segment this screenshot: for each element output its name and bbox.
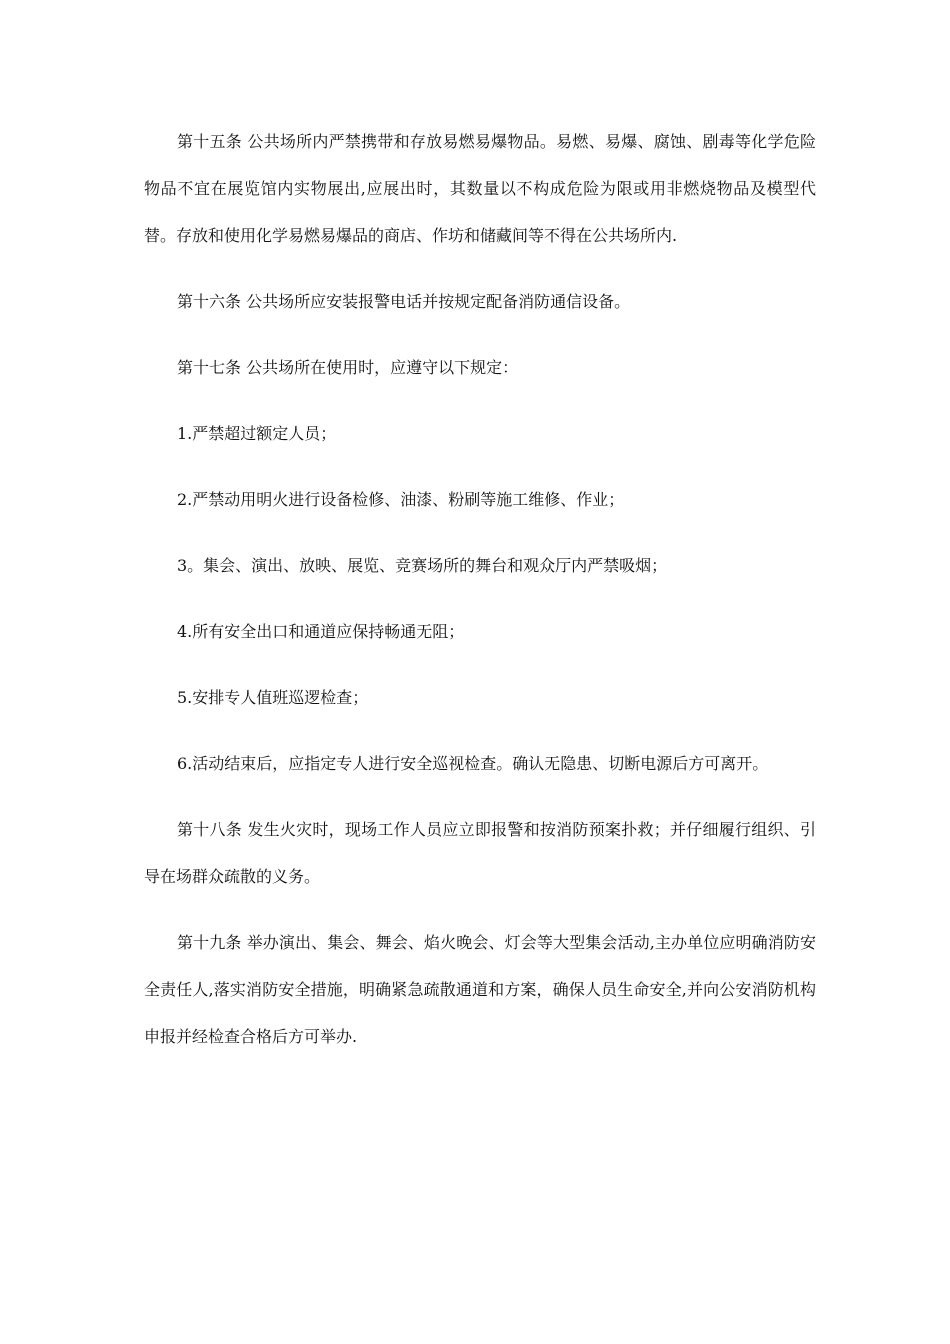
article-16-paragraph: 第十六条 公共场所应安装报警电话并按规定配备消防通信设备。	[177, 292, 631, 311]
rule-item-6: 6.活动结束后，应指定专人进行安全巡视检查。确认无隐患、切断电源后方可离开。	[177, 754, 769, 773]
article-19-paragraph: 第十九条 举办演出、集会、舞会、焰火晚会、灯会等大型集会活动,主办单位应明确消防安全责任人,落实消防安全措施，明确紧急疏散通道和方案，确保人员生命安全,并向公安消防机构申报并经检查合格后方可举办.	[144, 933, 816, 1046]
article-18-paragraph: 第十八条 发生火灾时，现场工作人员应立即报警和按消防预案扑救；并仔细履行组织、引导在场群众疏散的义务。	[144, 820, 816, 886]
article-17-paragraph: 第十七条 公共场所在使用时，应遵守以下规定：	[177, 358, 519, 377]
rule-item-4: 4.所有安全出口和通道应保持畅通无阻；	[177, 622, 465, 641]
rule-item-1: 1.严禁超过额定人员；	[177, 424, 337, 443]
document-body	[144, 118, 816, 1060]
rule-item-5: 5.安排专人值班巡逻检查；	[177, 688, 369, 707]
rule-item-3: 3。集会、演出、放映、展览、竞赛场所的舞台和观众厅内严禁吸烟；	[177, 556, 668, 575]
article-15-paragraph: 第十五条 公共场所内严禁携带和存放易燃易爆物品。易燃、易爆、腐蚀、剧毒等化学危险物品不宜在展览馆内实物展出,应展出时，其数量以不构成危险为限或用非燃烧物品及模型代替。存放和使用化学易燃易爆品的商店、作坊和储藏间等不得在公共场所内.	[144, 132, 816, 245]
rule-item-2: 2.严禁动用明火进行设备检修、油漆、粉刷等施工维修、作业；	[177, 490, 625, 509]
